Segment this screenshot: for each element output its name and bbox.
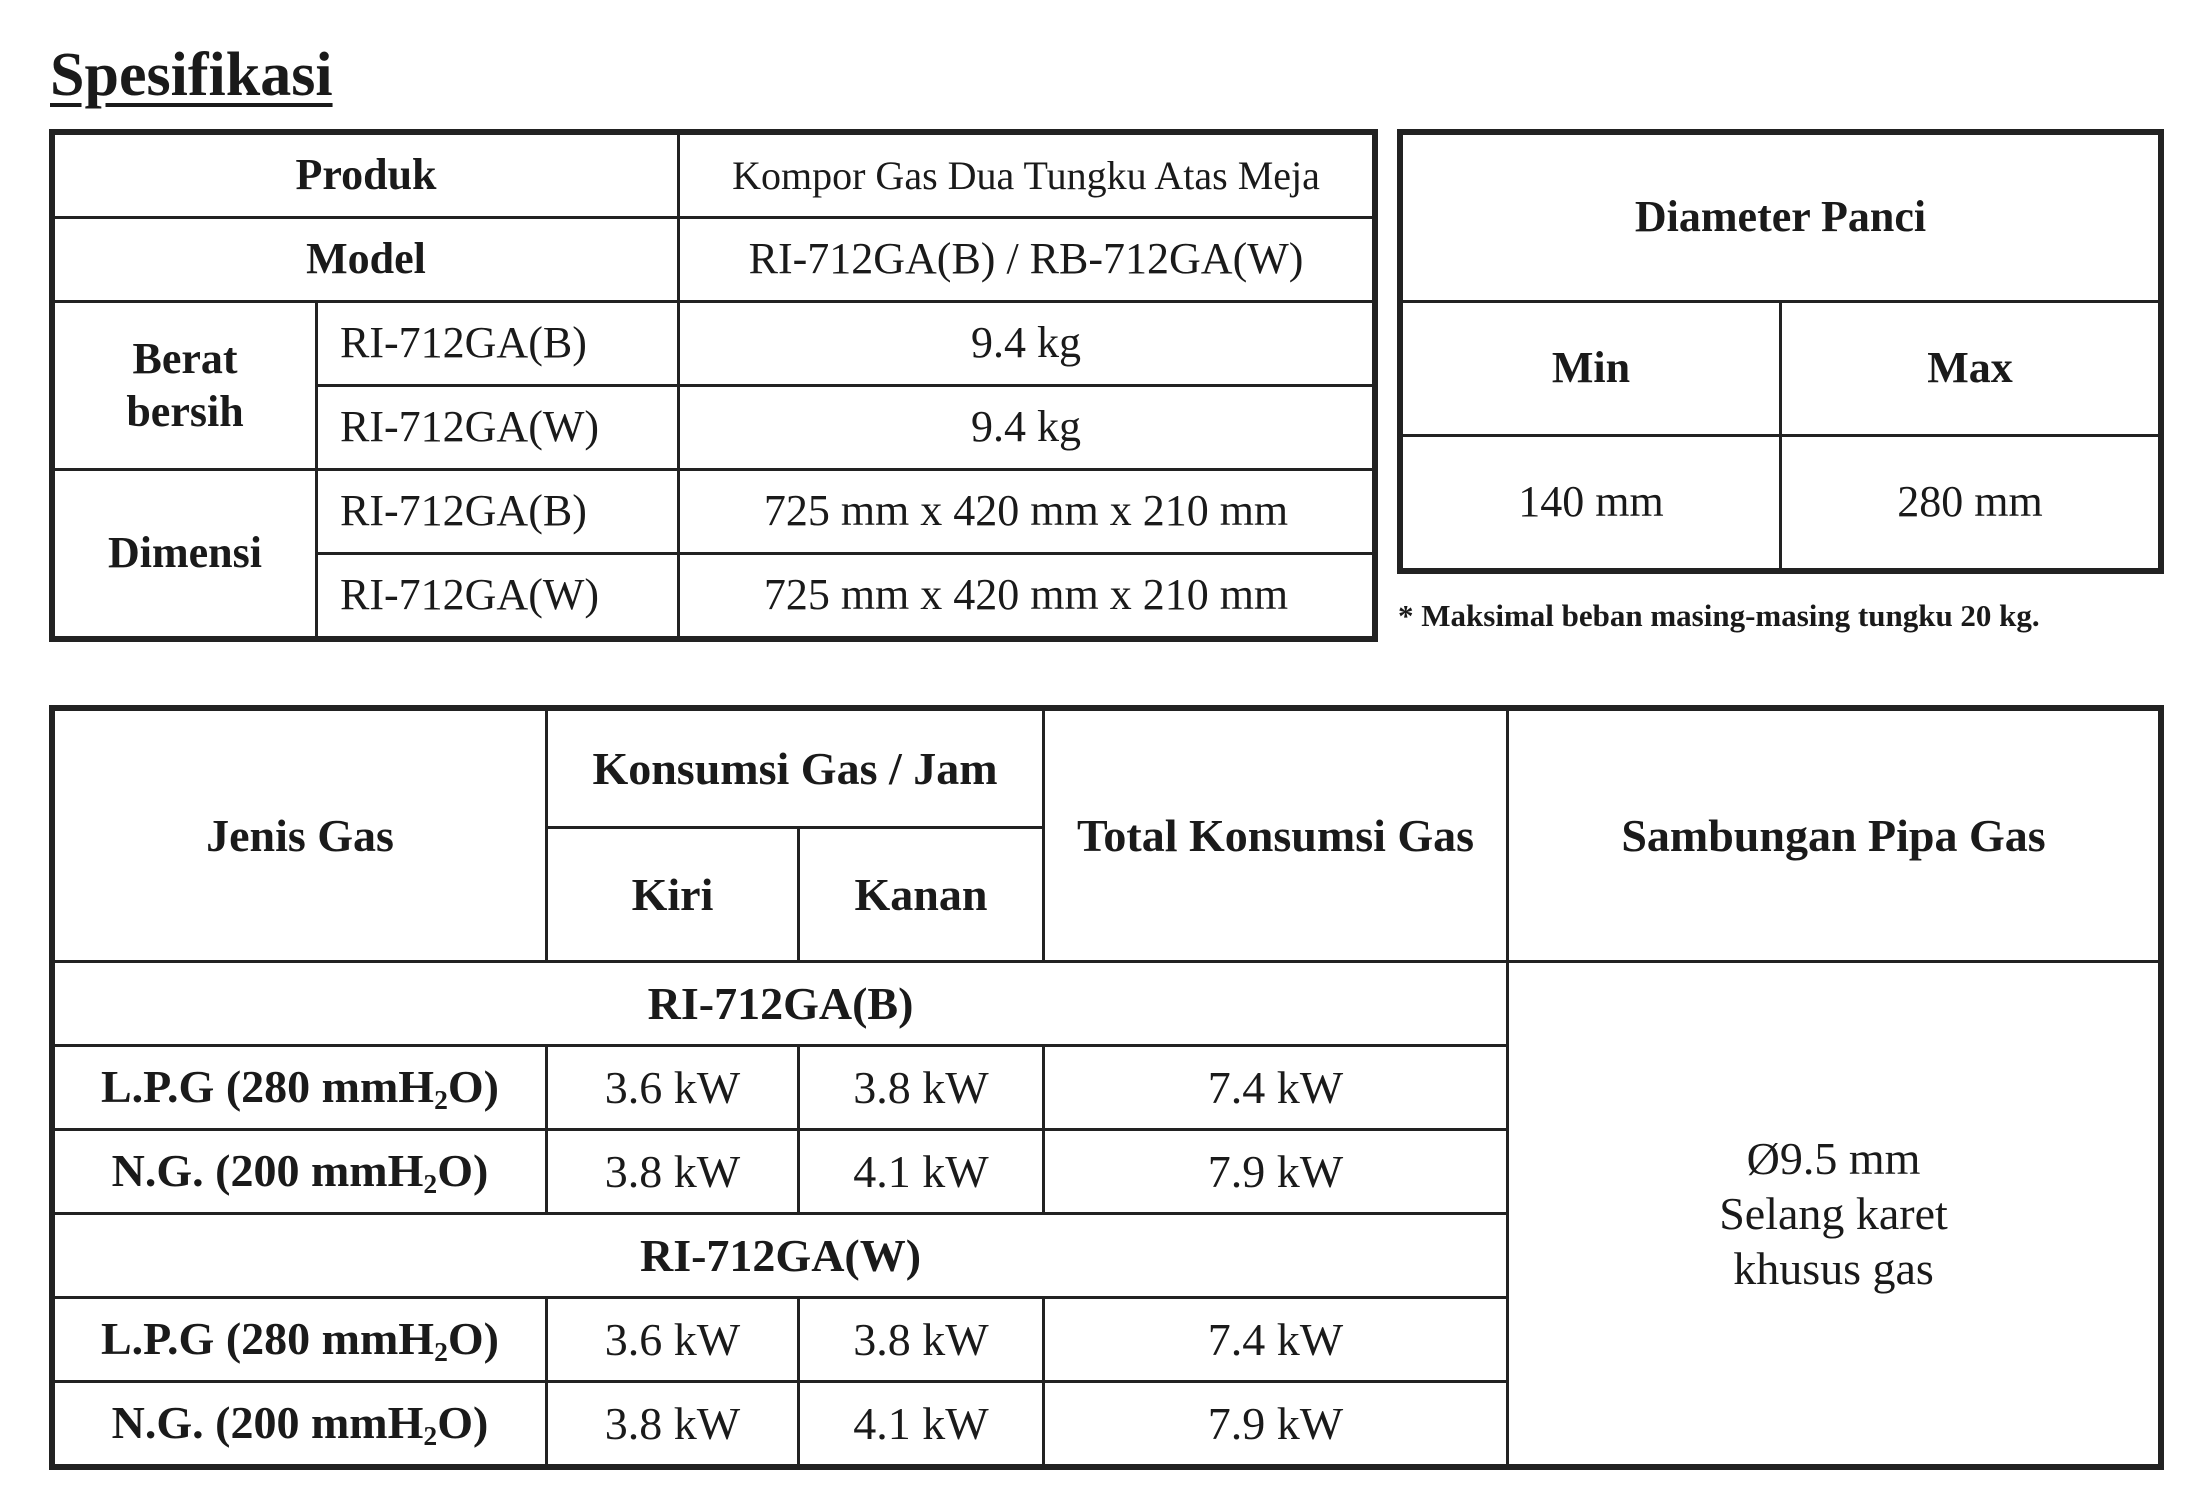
- diameter-panci-table: [1400, 132, 2161, 571]
- gas-type-text: O): [447, 1313, 499, 1364]
- kanan-value: 3.8 kW: [799, 1298, 1044, 1382]
- group-model-label: RI-712GA(B): [54, 962, 1508, 1046]
- total-value: 7.4 kW: [1044, 1046, 1508, 1130]
- kanan-header: Kanan: [799, 828, 1044, 962]
- konsumsi-header: Konsumsi Gas / Jam: [547, 710, 1044, 828]
- min-label: Min: [1402, 302, 1781, 436]
- spec-row-dimensi-1: [54, 470, 1374, 554]
- dimensi-label: Dimensi: [54, 470, 317, 638]
- gas-type-text: O): [437, 1397, 489, 1448]
- spec-row-produk: [54, 134, 1374, 218]
- total-konsumsi-header: Total Konsumsi Gas: [1044, 710, 1508, 962]
- kiri-value: 3.6 kW: [547, 1298, 799, 1382]
- gas-type-text: O): [447, 1061, 499, 1112]
- gas-type: [54, 1298, 547, 1382]
- kanan-value: 4.1 kW: [799, 1382, 1044, 1466]
- max-value: 280 mm: [1781, 436, 2160, 570]
- gas-type-text: O): [437, 1145, 489, 1196]
- jenis-gas-header: Jenis Gas: [54, 710, 547, 962]
- sambungan-line: Ø9.5 mm: [1746, 1132, 1921, 1184]
- kanan-value: 3.8 kW: [799, 1046, 1044, 1130]
- berat-value: 9.4 kg: [679, 302, 1374, 386]
- dimensi-value: 725 mm x 420 mm x 210 mm: [679, 554, 1374, 638]
- sambungan-line: khusus gas: [1733, 1243, 1934, 1295]
- min-value: 140 mm: [1402, 436, 1781, 570]
- gas-type-sub: 2: [423, 1167, 438, 1199]
- produk-value: Kompor Gas Dua Tungku Atas Meja: [679, 134, 1374, 218]
- gas-type-sub: 2: [423, 1419, 438, 1451]
- diameter-panci-header: Diameter Panci: [1402, 134, 2160, 302]
- kanan-value: 4.1 kW: [799, 1130, 1044, 1214]
- produk-label: Produk: [54, 134, 679, 218]
- gas-type: [54, 1130, 547, 1214]
- gas-type-text: L.P.G (280 mmH: [101, 1313, 435, 1364]
- total-value: 7.9 kW: [1044, 1130, 1508, 1214]
- gas-type: [54, 1382, 547, 1466]
- kiri-value: 3.6 kW: [547, 1046, 799, 1130]
- sambungan-line: Selang karet: [1719, 1187, 1948, 1239]
- dimensi-model: RI-712GA(B): [317, 470, 679, 554]
- model-value: RI-712GA(B) / RB-712GA(W): [679, 218, 1374, 302]
- berat-value: 9.4 kg: [679, 386, 1374, 470]
- group-model-label: RI-712GA(W): [54, 1214, 1508, 1298]
- dimensi-value: 725 mm x 420 mm x 210 mm: [679, 470, 1374, 554]
- gas-type-sub: 2: [434, 1335, 448, 1367]
- kiri-value: 3.8 kW: [547, 1382, 799, 1466]
- gas-type-sub: 2: [434, 1083, 448, 1115]
- spec-row-berat-1: [54, 302, 1374, 386]
- sambungan-value: [1508, 962, 2160, 1466]
- gas-table: [52, 708, 2161, 1467]
- spec-row-model: [54, 218, 1374, 302]
- berat-model: RI-712GA(W): [317, 386, 679, 470]
- gas-type-text: N.G. (200 mmH: [111, 1145, 424, 1196]
- berat-model: RI-712GA(B): [317, 302, 679, 386]
- total-value: 7.4 kW: [1044, 1298, 1508, 1382]
- gas-type-text: L.P.G (280 mmH: [101, 1061, 435, 1112]
- total-value: 7.9 kW: [1044, 1382, 1508, 1466]
- model-label: Model: [54, 218, 679, 302]
- berat-label: Berat bersih: [54, 302, 317, 470]
- dimensi-model: RI-712GA(W): [317, 554, 679, 638]
- load-note: * Maksimal beban masing-masing tungku 20 kg.: [1398, 598, 2040, 633]
- gas-type-text: N.G. (200 mmH: [111, 1397, 424, 1448]
- kiri-value: 3.8 kW: [547, 1130, 799, 1214]
- gas-type: [54, 1046, 547, 1130]
- kiri-header: Kiri: [547, 828, 799, 962]
- spec-table: [52, 132, 1375, 639]
- sambungan-header: Sambungan Pipa Gas: [1508, 710, 2160, 962]
- max-label: Max: [1781, 302, 2160, 436]
- page-title: Spesifikasi: [50, 41, 333, 109]
